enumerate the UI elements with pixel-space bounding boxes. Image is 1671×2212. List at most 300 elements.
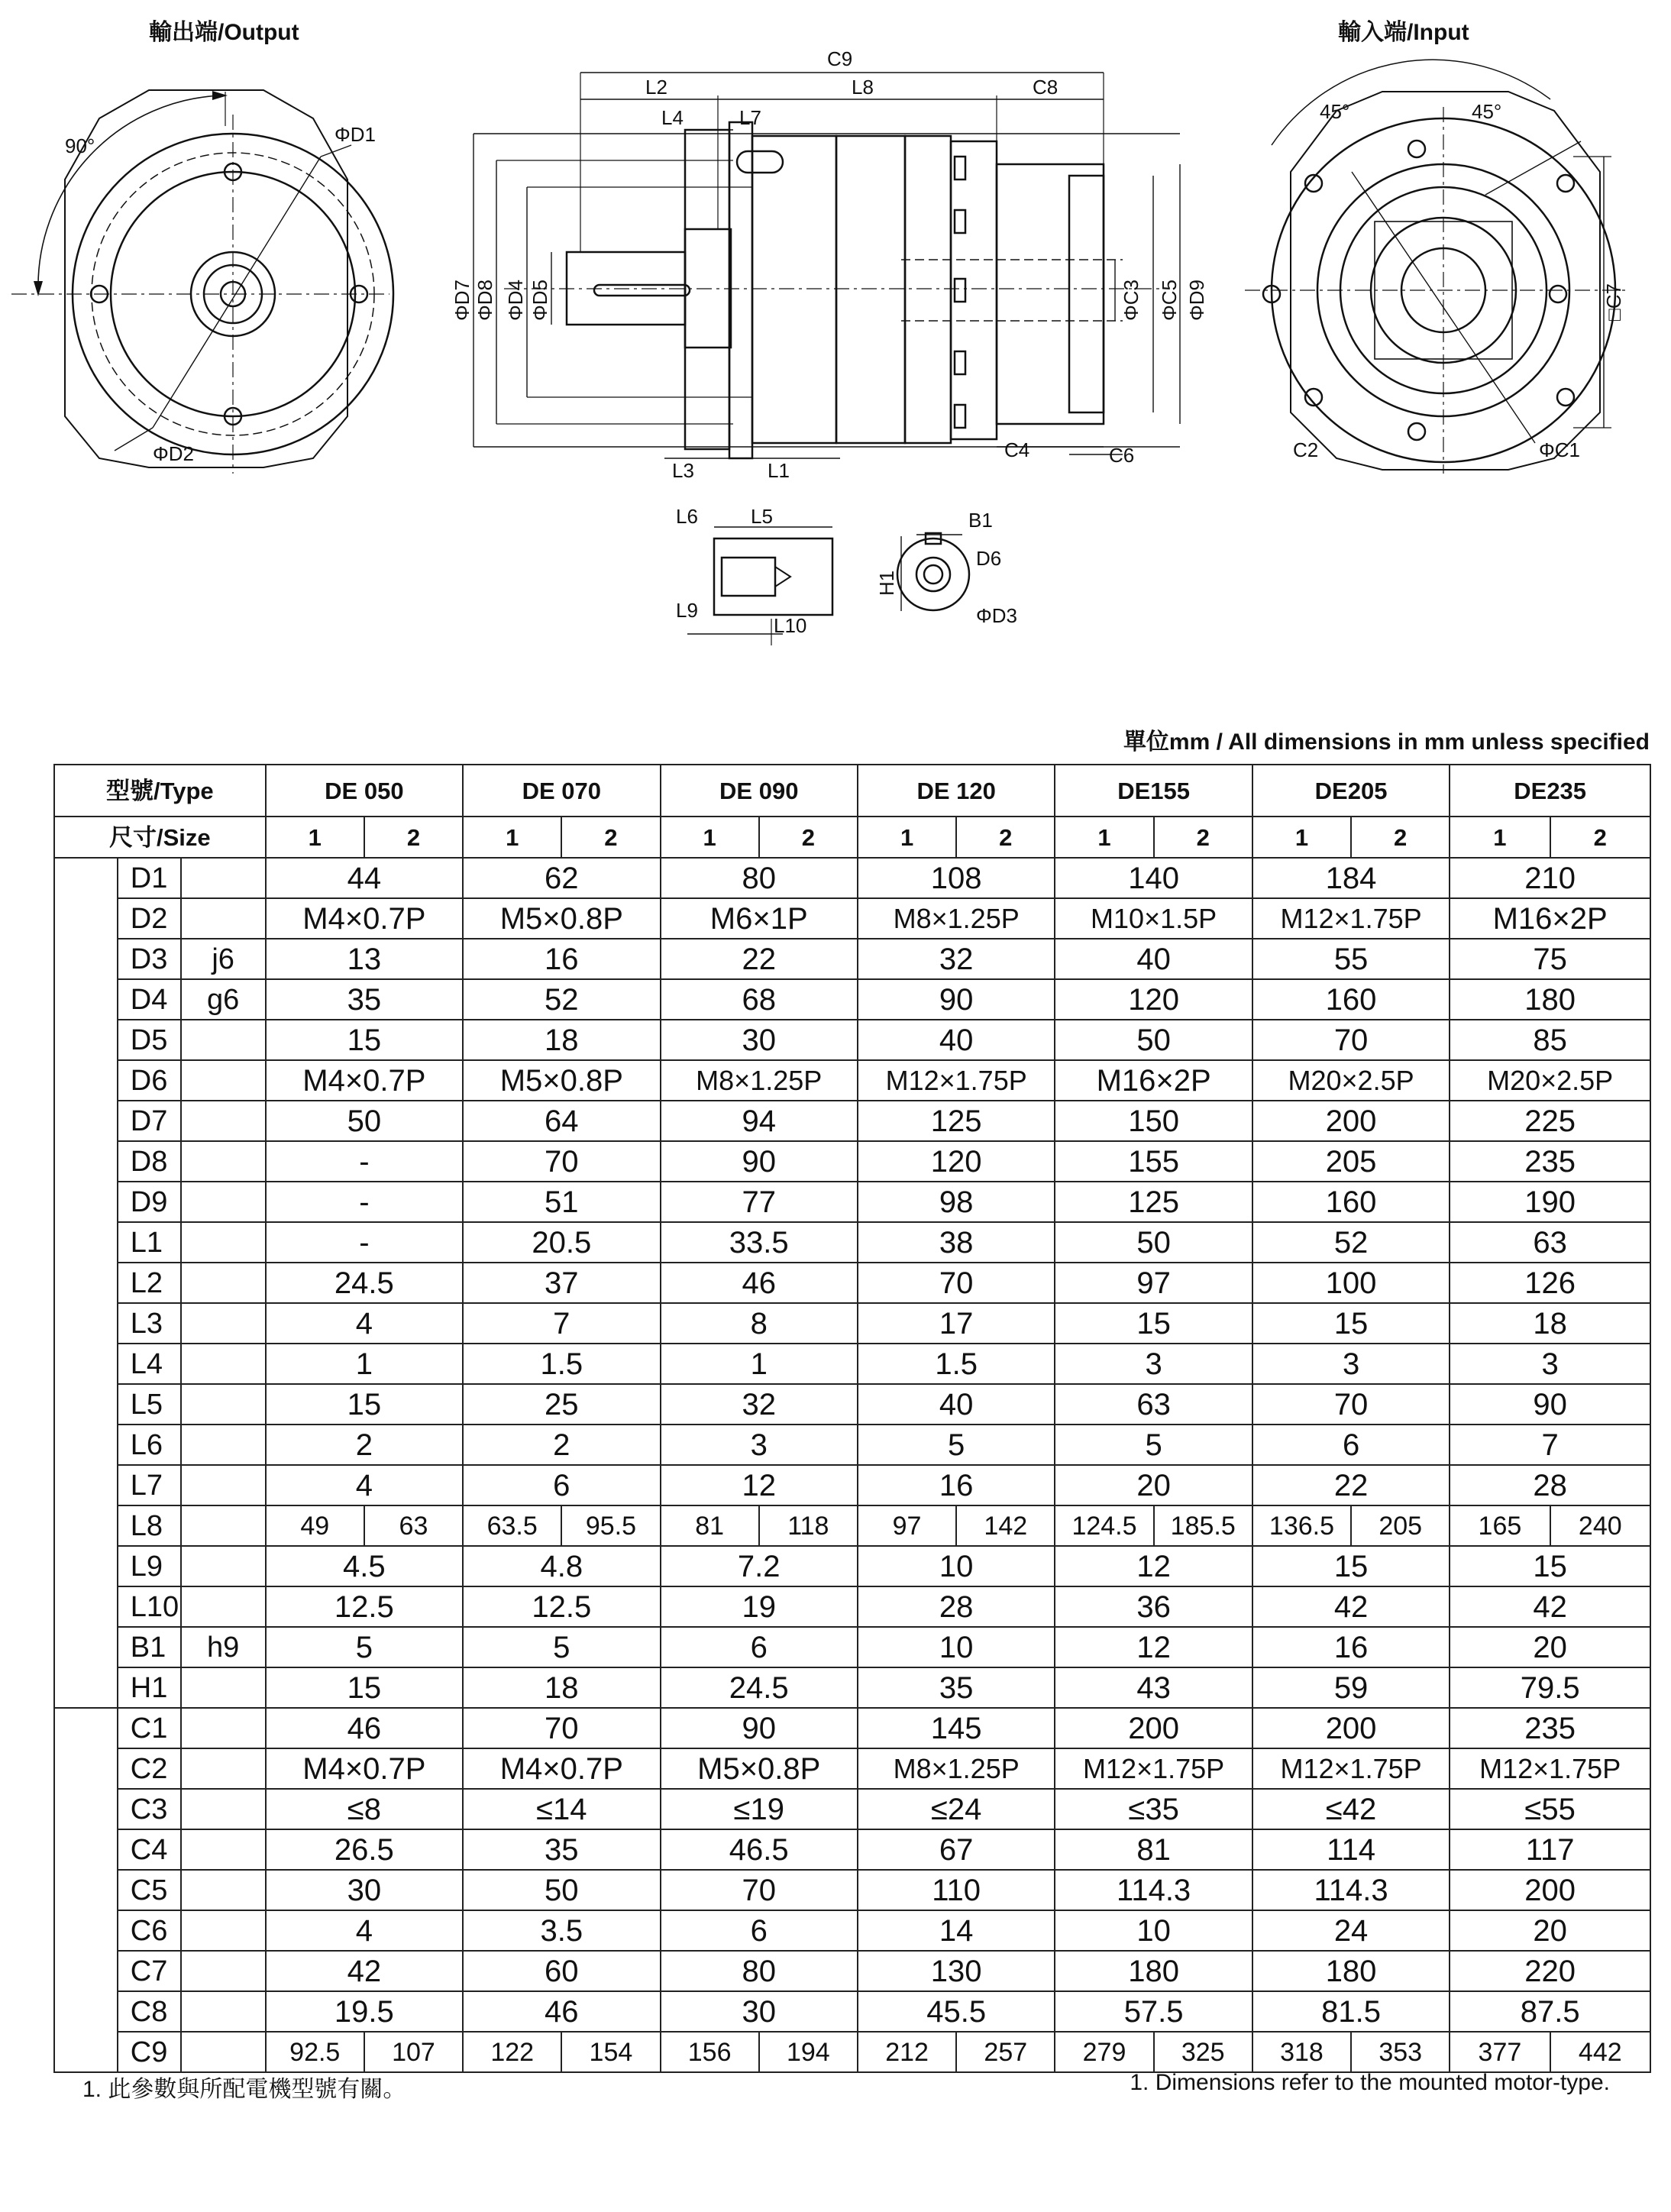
label-phiD1: ΦD1 [335,123,376,146]
value-cell: 70 [1252,1384,1450,1425]
size-value-cell: 81 [661,1505,759,1546]
value-cell: 1.5 [463,1344,660,1384]
output-view-title: 輸出端/Output [149,20,299,45]
tolerance [181,1263,266,1303]
size-value-cell: 124.5 [1055,1505,1153,1546]
value-cell: 12 [1055,1546,1252,1586]
dimension-name: B1 [118,1627,181,1667]
input-end-view [1245,60,1627,474]
size-value-cell: 194 [759,2032,858,2072]
value-cell: 3 [661,1425,858,1465]
size-value-cell: 325 [1154,2032,1252,2072]
label-angle-45a: 45° [1320,100,1350,123]
spec-row-l6 [54,1425,1650,1465]
value-cell: 42 [1252,1586,1450,1627]
spec-row-l3 [54,1303,1650,1344]
label-C2: C2 [1293,438,1319,461]
units-note: 單位mm / All dimensions in mm unless specified [1123,729,1650,755]
size-value-cell: 95.5 [561,1505,660,1546]
value-cell: 145 [858,1708,1055,1748]
value-cell: 6 [661,1627,858,1667]
value-cell: 50 [1055,1020,1252,1060]
tolerance [181,1182,266,1222]
spec-row-l5 [54,1384,1650,1425]
label-sqC7: □C7 [1602,283,1625,321]
value-cell: M12×1.75P [1252,1748,1450,1789]
size-label: 2 [1351,817,1450,858]
value-cell: 30 [661,1020,858,1060]
value-cell: 6 [661,1910,858,1951]
value-cell: 200 [1252,1101,1450,1141]
value-cell: 20.5 [463,1222,660,1263]
value-cell: 5 [463,1627,660,1667]
value-cell: 90 [661,1141,858,1182]
value-cell: 12.5 [266,1586,463,1627]
label-L5: L5 [751,505,773,528]
value-cell: 77 [661,1182,858,1222]
value-cell: 150 [1055,1101,1252,1141]
label-L6: L6 [676,505,698,528]
model-header: DE 050 [266,765,463,817]
value-cell: 100 [1252,1263,1450,1303]
model-header: DE155 [1055,765,1252,817]
value-cell: 70 [858,1263,1055,1303]
value-cell: 14 [858,1910,1055,1951]
value-cell: M4×0.7P [266,1060,463,1101]
dimension-name: C7 [118,1951,181,1991]
tolerance [181,1303,266,1344]
size-value-cell: 107 [364,2032,463,2072]
value-cell: 17 [858,1303,1055,1344]
value-cell: 110 [858,1870,1055,1910]
value-cell: 98 [858,1182,1055,1222]
value-cell: 6 [463,1465,660,1505]
value-cell: 85 [1450,1020,1650,1060]
value-cell: 117 [1450,1829,1650,1870]
dimension-name: C1 [118,1708,181,1748]
value-cell: M20×2.5P [1252,1060,1450,1101]
spec-row-d8 [54,1141,1650,1182]
dimension-name: L4 [118,1344,181,1384]
size-value-cell: 240 [1550,1505,1650,1546]
size-value-cell: 156 [661,2032,759,2072]
label-D6: D6 [976,547,1002,570]
value-cell: 51 [463,1182,660,1222]
value-cell: 1 [661,1344,858,1384]
dimension-name: C9 [118,2032,181,2072]
value-cell: 81 [1055,1829,1252,1870]
value-cell: M20×2.5P [1450,1060,1650,1101]
size-label: 1 [266,817,364,858]
label-L4: L4 [661,106,684,129]
dimension-name: L2 [118,1263,181,1303]
label-L8: L8 [852,76,874,99]
value-cell: 55 [1252,939,1450,979]
value-cell: 120 [858,1141,1055,1182]
size-label: 1 [1055,817,1153,858]
value-cell: 80 [661,858,858,898]
size-label: 1 [858,817,956,858]
spec-row-d5 [54,1020,1650,1060]
value-cell: 45.5 [858,1991,1055,2032]
value-cell: 12.5 [463,1586,660,1627]
value-cell: 60 [463,1951,660,1991]
input-group-label [54,1708,118,2072]
dimension-name: C4 [118,1829,181,1870]
value-cell: 6 [1252,1425,1450,1465]
value-cell: 210 [1450,858,1650,898]
spec-row-c6 [54,1910,1650,1951]
value-cell: 50 [266,1101,463,1141]
value-cell: M5×0.8P [661,1748,858,1789]
drawings-svg [0,0,1671,687]
spec-row-b1 [54,1627,1650,1667]
dimension-name: D8 [118,1141,181,1182]
dimension-name: C6 [118,1910,181,1951]
value-cell: 7 [463,1303,660,1344]
size-value-cell: 257 [956,2032,1055,2072]
spec-row-c2 [54,1748,1650,1789]
dimension-name: L9 [118,1546,181,1586]
size-value-cell: 442 [1550,2032,1650,2072]
value-cell: 15 [266,1384,463,1425]
tolerance: j6 [181,939,266,979]
tolerance [181,1789,266,1829]
value-cell: 3 [1252,1344,1450,1384]
value-cell: 180 [1450,979,1650,1020]
spec-row-d4 [54,979,1650,1020]
size-value-cell: 353 [1351,2032,1450,2072]
tolerance [181,1141,266,1182]
dimension-name: D1 [118,858,181,898]
value-cell: 120 [1055,979,1252,1020]
value-cell: 114.3 [1055,1870,1252,1910]
shaft-section [897,533,969,611]
label-C6: C6 [1109,444,1135,467]
dimension-name: D2 [118,898,181,939]
value-cell: ≤19 [661,1789,858,1829]
value-cell: 22 [1252,1465,1450,1505]
value-cell: M4×0.7P [266,898,463,939]
value-cell: 35 [463,1829,660,1870]
value-cell: M12×1.75P [1450,1748,1650,1789]
value-cell: 2 [266,1425,463,1465]
dimension-name: L10 [118,1586,181,1627]
value-cell: 19.5 [266,1991,463,2032]
value-cell: 155 [1055,1141,1252,1182]
value-cell: 70 [1252,1020,1450,1060]
value-cell: 46 [661,1263,858,1303]
value-cell: 70 [463,1141,660,1182]
label-L9: L9 [676,599,698,622]
tolerance [181,1829,266,1870]
label-L1: L1 [768,459,790,482]
value-cell: M8×1.25P [858,898,1055,939]
value-cell: 190 [1450,1182,1650,1222]
tolerance [181,1870,266,1910]
value-cell: 10 [1055,1910,1252,1951]
key-detail [687,527,832,645]
value-cell: 63 [1055,1384,1252,1425]
value-cell: 184 [1252,858,1450,898]
value-cell: - [266,1182,463,1222]
type-header: 型號/Type [54,765,266,817]
size-label: 1 [661,817,759,858]
value-cell: 3 [1450,1344,1650,1384]
technical-drawings [0,0,1671,687]
value-cell: 44 [266,858,463,898]
value-cell: 46 [463,1991,660,2032]
size-value-cell: 154 [561,2032,660,2072]
dimension-name: D5 [118,1020,181,1060]
model-header: DE235 [1450,765,1650,817]
tolerance [181,1546,266,1586]
size-label: 1 [1450,817,1550,858]
size-label: 2 [364,817,463,858]
value-cell: 130 [858,1951,1055,1991]
tolerance [181,1505,266,1546]
dimension-name: D4 [118,979,181,1020]
value-cell: M8×1.25P [858,1748,1055,1789]
dimension-name: L5 [118,1384,181,1425]
value-cell: 28 [858,1586,1055,1627]
value-cell: M16×2P [1055,1060,1252,1101]
value-cell: 30 [661,1991,858,2032]
value-cell: 35 [266,979,463,1020]
value-cell: 126 [1450,1263,1650,1303]
value-cell: 2 [463,1425,660,1465]
value-cell: M10×1.5P [1055,898,1252,939]
value-cell: 220 [1450,1951,1650,1991]
value-cell: 19 [661,1586,858,1627]
value-cell: 18 [463,1667,660,1708]
spec-row-l7 [54,1465,1650,1505]
value-cell: 64 [463,1101,660,1141]
model-header: DE205 [1252,765,1450,817]
spec-row-d3 [54,939,1650,979]
label-phiD4: ΦD4 [504,280,527,321]
label-phiC3: ΦC3 [1120,280,1143,321]
label-B1: B1 [968,509,993,532]
value-cell: 15 [266,1020,463,1060]
value-cell: 125 [858,1101,1055,1141]
dimension-name: D9 [118,1182,181,1222]
value-cell: ≤24 [858,1789,1055,1829]
tolerance [181,1384,266,1425]
spec-row-l9 [54,1546,1650,1586]
input-view-title: 輸入端/Input [1338,20,1469,45]
size-value-cell: 185.5 [1154,1505,1252,1546]
tolerance [181,1222,266,1263]
dimension-name: C8 [118,1991,181,2032]
value-cell: 37 [463,1263,660,1303]
value-cell: 25 [463,1384,660,1425]
value-cell: 57.5 [1055,1991,1252,2032]
size-value-cell: 318 [1252,2032,1351,2072]
size-value-cell: 377 [1450,2032,1550,2072]
tolerance [181,1060,266,1101]
dimension-name: D3 [118,939,181,979]
type-header-row [54,765,1650,817]
value-cell: 32 [858,939,1055,979]
tolerance: h9 [181,1627,266,1667]
size-value-cell: 136.5 [1252,1505,1351,1546]
spec-row-c4 [54,1829,1650,1870]
spec-row-l8 [54,1505,1650,1546]
tolerance [181,1951,266,1991]
size-label: 2 [561,817,660,858]
size-header-row [54,817,1650,858]
value-cell: 24.5 [266,1263,463,1303]
value-cell: 26.5 [266,1829,463,1870]
tolerance [181,1586,266,1627]
value-cell: 59 [1252,1667,1450,1708]
size-label: 2 [956,817,1055,858]
value-cell: 12 [661,1465,858,1505]
dimension-name: L6 [118,1425,181,1465]
value-cell: 16 [858,1465,1055,1505]
label-phiC5: ΦC5 [1158,280,1181,321]
value-cell: M5×0.8P [463,1060,660,1101]
label-L3: L3 [672,459,694,482]
value-cell: 22 [661,939,858,979]
value-cell: 235 [1450,1708,1650,1748]
value-cell: 200 [1252,1708,1450,1748]
spec-row-c3 [54,1789,1650,1829]
value-cell: 10 [858,1627,1055,1667]
footnote-chinese: 1. 此參數與所配電機型號有關。 [82,2077,406,2102]
value-cell: 68 [661,979,858,1020]
tolerance [181,1991,266,2032]
tolerance [181,2032,266,2072]
value-cell: 32 [661,1384,858,1425]
value-cell: 40 [858,1020,1055,1060]
size-value-cell: 205 [1351,1505,1450,1546]
tolerance [181,1667,266,1708]
value-cell: 63 [1450,1222,1650,1263]
value-cell: M6×1P [661,898,858,939]
value-cell: 30 [266,1870,463,1910]
value-cell: 75 [1450,939,1650,979]
dimension-name: C2 [118,1748,181,1789]
value-cell: 90 [858,979,1055,1020]
size-value-cell: 97 [858,1505,956,1546]
size-value-cell: 92.5 [266,2032,364,2072]
value-cell: M4×0.7P [463,1748,660,1789]
dimension-name: L8 [118,1505,181,1546]
tolerance [181,1344,266,1384]
label-C4: C4 [1004,438,1030,461]
value-cell: 4 [266,1465,463,1505]
value-cell: - [266,1222,463,1263]
tolerance [181,1910,266,1951]
dimension-name: L7 [118,1465,181,1505]
value-cell: 97 [1055,1263,1252,1303]
value-cell: 114 [1252,1829,1450,1870]
value-cell: 180 [1252,1951,1450,1991]
value-cell: M12×1.75P [1252,898,1450,939]
value-cell: 13 [266,939,463,979]
value-cell: 4.5 [266,1546,463,1586]
value-cell: 79.5 [1450,1667,1650,1708]
value-cell: 4 [266,1303,463,1344]
value-cell: 225 [1450,1101,1650,1141]
spec-row-d1 [54,858,1650,898]
label-L10: L10 [774,614,807,637]
value-cell: 15 [266,1667,463,1708]
spec-row-l1 [54,1222,1650,1263]
size-value-cell: 279 [1055,2032,1153,2072]
value-cell: 200 [1055,1708,1252,1748]
value-cell: 7.2 [661,1546,858,1586]
output-group-label [54,858,118,1708]
value-cell: 33.5 [661,1222,858,1263]
label-L7: L7 [739,106,761,129]
size-value-cell: 63.5 [463,1505,561,1546]
value-cell: 12 [1055,1627,1252,1667]
label-C8: C8 [1033,76,1059,99]
size-label: 2 [759,817,858,858]
side-view [474,73,1180,458]
dimension-name: C5 [118,1870,181,1910]
value-cell: 8 [661,1303,858,1344]
value-cell: M16×2P [1450,898,1650,939]
value-cell: 180 [1055,1951,1252,1991]
value-cell: 50 [1055,1222,1252,1263]
spec-row-l10 [54,1586,1650,1627]
value-cell: 1.5 [858,1344,1055,1384]
value-cell: M8×1.25P [661,1060,858,1101]
tolerance [181,898,266,939]
tolerance [181,1425,266,1465]
label-phiC1: ΦC1 [1539,438,1580,461]
value-cell: 4 [266,1910,463,1951]
size-value-cell: 142 [956,1505,1055,1546]
label-L2: L2 [645,76,667,99]
size-value-cell: 212 [858,2032,956,2072]
value-cell: 16 [463,939,660,979]
spec-row-d6 [54,1060,1650,1101]
value-cell: 205 [1252,1141,1450,1182]
value-cell: 20 [1450,1910,1650,1951]
spec-row-d9 [54,1182,1650,1222]
tolerance [181,1465,266,1505]
spec-row-c5 [54,1870,1650,1910]
value-cell: 15 [1450,1546,1650,1586]
value-cell: 125 [1055,1182,1252,1222]
value-cell: 160 [1252,1182,1450,1222]
spec-row-c9 [54,2032,1650,2072]
value-cell: M4×0.7P [266,1748,463,1789]
label-C9: C9 [827,47,853,70]
label-phiD3: ΦD3 [976,604,1017,627]
value-cell: 235 [1450,1141,1650,1182]
size-value-cell: 165 [1450,1505,1550,1546]
tolerance [181,1708,266,1748]
value-cell: M12×1.75P [858,1060,1055,1101]
spec-row-d7 [54,1101,1650,1141]
value-cell: 5 [858,1425,1055,1465]
value-cell: 114.3 [1252,1870,1450,1910]
spec-row-c7 [54,1951,1650,1991]
spec-row-l2 [54,1263,1650,1303]
value-cell: 62 [463,858,660,898]
label-phiD9: ΦD9 [1185,280,1208,321]
value-cell: 108 [858,858,1055,898]
spec-row-l4 [54,1344,1650,1384]
value-cell: 46 [266,1708,463,1748]
model-header: DE 070 [463,765,660,817]
